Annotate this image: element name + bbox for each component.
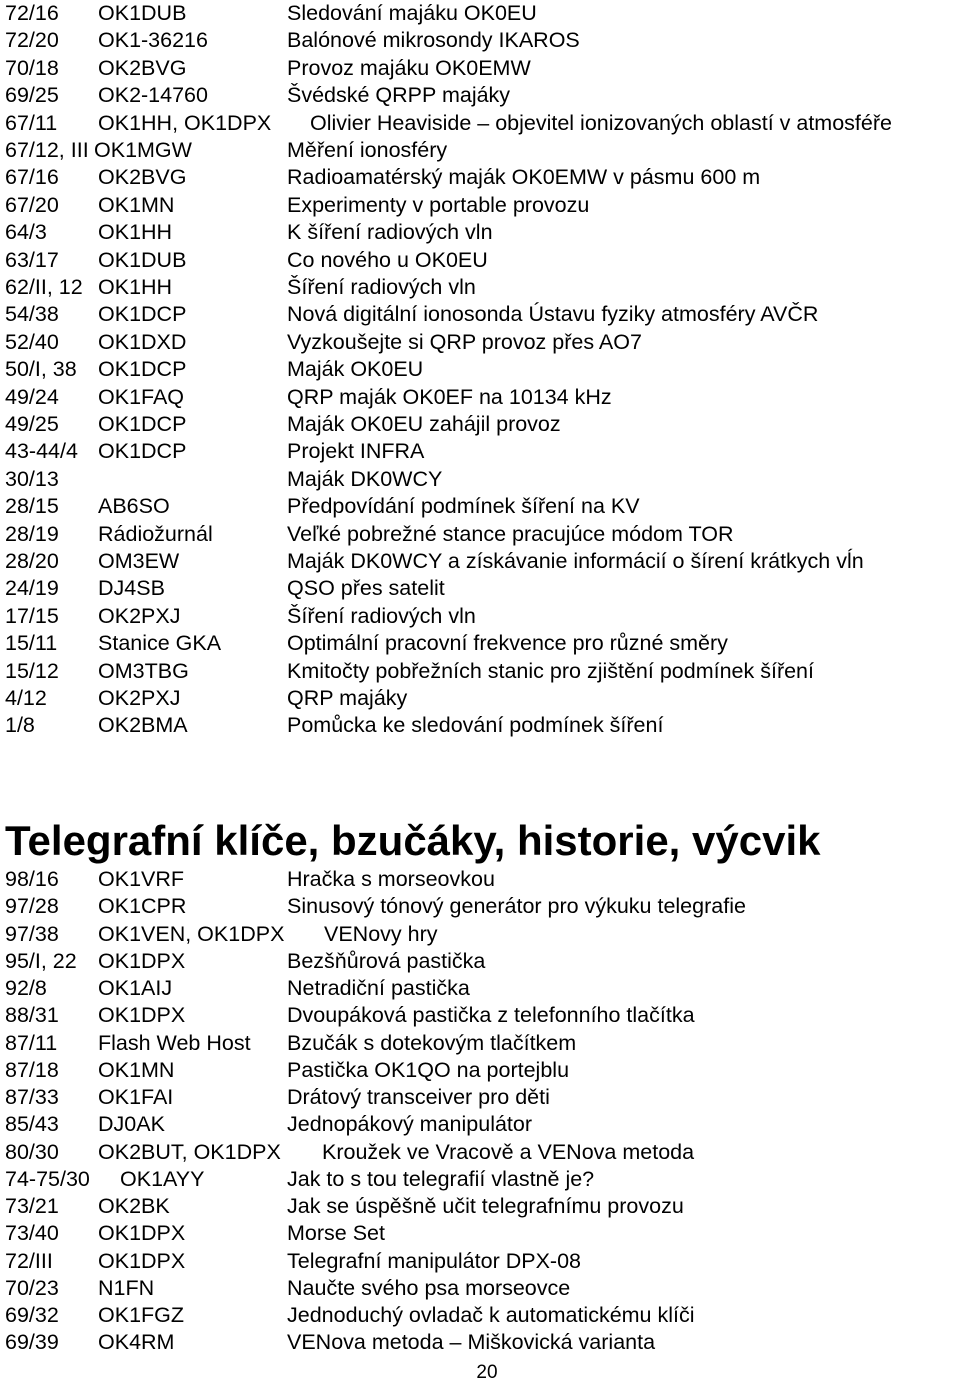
- list-row: [0, 164, 960, 191]
- author-callsign: OK2BVG: [98, 165, 187, 190]
- author-callsign: OK1MGW: [94, 138, 192, 162]
- article-title: Jak se úspěšně učit telegrafnímu provozu: [287, 1194, 684, 1218]
- issue-page-ref: 63/17: [5, 247, 59, 272]
- page-number: 20: [476, 1362, 498, 1383]
- author-callsign: OK1FAQ: [98, 384, 185, 409]
- issue-page-ref: 15/11: [5, 631, 58, 656]
- article-title: Optimální pracovní frekvence pro různé směry: [287, 631, 728, 656]
- article-title: Maják DK0WCY: [287, 466, 443, 491]
- author-callsign: OK1DUB: [98, 247, 187, 272]
- author-callsign: OK1MN: [98, 192, 175, 217]
- author-callsign: OK2BUT, OK1DPX: [98, 1139, 281, 1164]
- article-title: Maják DK0WCY a získávanie informácií o šírení krátkych vĺn: [287, 549, 864, 573]
- author-callsign: OK1DPX: [98, 1003, 186, 1028]
- list-row: [0, 1030, 960, 1057]
- list-row: [0, 1166, 960, 1193]
- article-title: Jednoduchý ovladač k automatickému klíči: [287, 1303, 695, 1327]
- issue-page-ref: 92/8: [5, 976, 47, 1000]
- list-row: [0, 192, 960, 219]
- issue-page-ref: 97/28: [5, 894, 59, 919]
- list-row: [0, 1248, 960, 1275]
- issue-page-ref: 28/19: [5, 521, 59, 546]
- article-title: Šíření radiových vln: [287, 275, 476, 299]
- article-title: Experimenty v portable provozu: [287, 192, 590, 217]
- list-row: [0, 921, 960, 948]
- author-callsign: OK1HH: [98, 220, 173, 245]
- list-row: [0, 893, 960, 920]
- article-title: Projekt INFRA: [287, 439, 425, 464]
- article-title: Maják OK0EU: [287, 357, 424, 382]
- article-title: Švédské QRPP majáky: [287, 83, 511, 108]
- article-title: Maják OK0EU zahájil provoz: [287, 412, 561, 436]
- issue-page-ref: 62/II, 12: [5, 275, 83, 299]
- list-row: [0, 466, 960, 493]
- article-title: Jak to s tou telegrafií vlastně je?: [287, 1166, 595, 1191]
- issue-page-ref: 49/25: [5, 412, 59, 436]
- issue-page-ref: 69/32: [5, 1303, 59, 1327]
- list-row: [0, 493, 960, 520]
- list-row: [0, 110, 960, 137]
- author-callsign: OK2BK: [98, 1194, 170, 1218]
- author-callsign: OK1-36216: [98, 28, 208, 53]
- issue-page-ref: 28/20: [5, 549, 59, 573]
- article-title: Provoz majáku OK0EMW: [287, 55, 531, 80]
- author-callsign: OK1HH: [98, 275, 173, 299]
- author-callsign: Flash Web Host: [98, 1030, 251, 1055]
- author-callsign: OK1VEN, OK1DPX: [98, 921, 285, 946]
- list-row: [0, 658, 960, 685]
- author-callsign: N1FN: [98, 1275, 155, 1300]
- author-callsign: OK4RM: [98, 1330, 175, 1355]
- list-row: [0, 521, 960, 548]
- author-callsign: OM3EW: [98, 549, 180, 573]
- article-title: Sledování majáku OK0EU: [287, 1, 537, 25]
- issue-page-ref: 70/23: [5, 1275, 59, 1300]
- issue-page-ref: 4/12: [5, 686, 47, 710]
- issue-page-ref: 67/11: [5, 110, 58, 135]
- list-row: [0, 1057, 960, 1084]
- author-callsign: OK1DUB: [98, 1, 187, 25]
- list-row: [0, 1220, 960, 1247]
- article-title: Jednopákový manipulátor: [287, 1112, 533, 1137]
- list-row: [0, 948, 960, 975]
- list-row: [0, 712, 960, 739]
- article-title: Veľké pobrežné stance pracujúce módom TOR: [287, 521, 734, 546]
- list-row: [0, 1329, 960, 1356]
- list-row: [0, 630, 960, 657]
- issue-page-ref: 95/I, 22: [5, 948, 77, 973]
- author-callsign: Rádiožurnál: [98, 521, 213, 546]
- list-row: [0, 329, 960, 356]
- issue-page-ref: 69/25: [5, 83, 59, 108]
- issue-page-ref: 52/40: [5, 329, 59, 354]
- issue-page-ref: 43-44/4: [5, 439, 78, 464]
- article-title: Měření ionosféry: [287, 138, 448, 162]
- list-row: [0, 137, 960, 164]
- author-callsign: OK1FAI: [98, 1085, 174, 1109]
- article-title: Radioamatérský maják OK0EMW v pásmu 600 m: [287, 165, 761, 190]
- author-callsign: OK1CPR: [98, 894, 187, 919]
- list-row: [0, 301, 960, 328]
- author-callsign: OK1MN: [98, 1057, 175, 1082]
- article-title: Šíření radiových vln: [287, 603, 476, 628]
- article-title: QRP majáky: [287, 686, 408, 710]
- list-row: [0, 219, 960, 246]
- author-callsign: OK1DPX: [98, 948, 186, 973]
- issue-page-ref: 85/43: [5, 1112, 59, 1137]
- author-callsign: OK2PXJ: [98, 686, 181, 710]
- issue-page-ref: 28/15: [5, 494, 59, 519]
- author-callsign: OK1DCP: [98, 439, 187, 464]
- issue-page-ref: 30/13: [5, 466, 59, 491]
- article-title: Telegrafní manipulátor DPX-08: [287, 1248, 581, 1273]
- article-title: VENova metoda – Miškovická varianta: [287, 1330, 656, 1355]
- list-row: [0, 975, 960, 1002]
- issue-page-ref: 49/24: [5, 384, 59, 409]
- author-callsign: OK2-14760: [98, 83, 208, 108]
- article-title: Balónové mikrosondy IKAROS: [287, 28, 580, 53]
- issue-page-ref: 87/18: [5, 1057, 59, 1082]
- article-title: Co nového u OK0EU: [287, 247, 488, 272]
- article-title: Netradiční pastička: [287, 976, 470, 1000]
- issue-page-ref: 72/16: [5, 1, 59, 25]
- issue-page-ref: 80/30: [5, 1139, 59, 1164]
- article-title: Bzučák s dotekovým tlačítkem: [287, 1030, 577, 1055]
- article-title: VENovy hry: [324, 921, 438, 946]
- list-row: [0, 1302, 960, 1329]
- issue-page-ref: 98/16: [5, 867, 59, 891]
- issue-page-ref: 67/20: [5, 192, 59, 217]
- article-title: Kmitočty pobřežních stanic pro zjištění podmínek šíření: [287, 658, 814, 683]
- issue-page-ref: 72/III: [5, 1248, 53, 1273]
- author-callsign: OK1DCP: [98, 357, 187, 382]
- issue-page-ref: 24/19: [5, 576, 59, 601]
- list-row: [0, 55, 960, 82]
- author-callsign: OK1DPX: [98, 1221, 186, 1246]
- article-title: QRP maják OK0EF na 10134 kHz: [287, 384, 612, 409]
- list-row: [0, 247, 960, 274]
- list-row: [0, 1111, 960, 1138]
- author-callsign: OK1FGZ: [98, 1303, 185, 1327]
- article-title: Naučte svého psa morseovce: [287, 1275, 571, 1300]
- article-title: Kroužek ve Vracově a VENova metoda: [322, 1139, 695, 1164]
- issue-page-ref: 17/15: [5, 603, 59, 628]
- list-row: [0, 0, 960, 27]
- issue-page-ref: 87/11: [5, 1030, 58, 1055]
- article-title: Předpovídání podmínek šíření na KV: [287, 494, 640, 519]
- author-callsign: AB6SO: [98, 494, 170, 519]
- issue-page-ref: 50/I, 38: [5, 357, 77, 382]
- author-callsign: OK2PXJ: [98, 603, 181, 628]
- list-row: [0, 1139, 960, 1166]
- list-row: [0, 1002, 960, 1029]
- article-title: Nová digitální ionosonda Ústavu fyziky atmosféry AVČR: [287, 302, 819, 327]
- issue-page-ref: 67/12, III: [5, 138, 89, 162]
- author-callsign: OK1AIJ: [98, 976, 173, 1000]
- article-title: K šíření radiových vln: [287, 220, 493, 245]
- author-callsign: OK1DCP: [98, 412, 187, 436]
- article-title: Pomůcka ke sledování podmínek šíření: [287, 713, 664, 738]
- list-row: [0, 548, 960, 575]
- list-row: [0, 356, 960, 383]
- list-row: [0, 603, 960, 630]
- article-title: Dvoupáková pastička z telefonního tlačítka: [287, 1003, 695, 1028]
- issue-page-ref: 69/39: [5, 1330, 59, 1355]
- author-callsign: OK1DPX: [98, 1248, 186, 1273]
- author-callsign: OK1VRF: [98, 867, 185, 891]
- list-row: [0, 438, 960, 465]
- issue-page-ref: 15/12: [5, 658, 59, 683]
- article-title: Olivier Heaviside – objevitel ionizovaných oblastí v atmosféře: [310, 110, 892, 135]
- list-row: [0, 274, 960, 301]
- article-title: Vyzkoušejte si QRP provoz přes AO7: [287, 329, 642, 354]
- author-callsign: OK1HH, OK1DPX: [98, 110, 272, 135]
- issue-page-ref: 67/16: [5, 165, 59, 190]
- article-title: Sinusový tónový generátor pro výkuku telegrafie: [287, 894, 746, 919]
- author-callsign: Stanice GKA: [98, 631, 222, 656]
- list-row: [0, 1193, 960, 1220]
- author-callsign: OK2BVG: [98, 55, 187, 80]
- issue-page-ref: 74-75/30: [5, 1166, 90, 1191]
- author-callsign: DJ0AK: [98, 1112, 165, 1137]
- issue-page-ref: 97/38: [5, 921, 59, 946]
- issue-page-ref: 54/38: [5, 302, 59, 327]
- author-callsign: OM3TBG: [98, 658, 189, 683]
- article-title: Morse Set: [287, 1221, 385, 1246]
- article-title: Hračka s morseovkou: [287, 867, 495, 891]
- author-callsign: OK2BMA: [98, 713, 188, 738]
- author-callsign: DJ4SB: [98, 576, 165, 601]
- issue-page-ref: 87/33: [5, 1085, 59, 1109]
- list-row: [0, 384, 960, 411]
- article-title: Drátový transceiver pro děti: [287, 1085, 550, 1109]
- list-row: [0, 685, 960, 712]
- issue-page-ref: 70/18: [5, 55, 59, 80]
- list-row: [0, 1084, 960, 1111]
- article-title: Pastička OK1QO na portejblu: [287, 1057, 570, 1082]
- issue-page-ref: 1/8: [5, 713, 35, 738]
- list-row: [0, 411, 960, 438]
- article-title: QSO přes satelit: [287, 576, 445, 601]
- issue-page-ref: 73/40: [5, 1221, 59, 1246]
- list-row: [0, 866, 960, 893]
- author-callsign: OK1DCP: [98, 302, 187, 327]
- list-row: [0, 27, 960, 54]
- issue-page-ref: 72/20: [5, 28, 59, 53]
- list-row: [0, 575, 960, 602]
- issue-page-ref: 64/3: [5, 220, 47, 245]
- author-callsign: OK1DXD: [98, 329, 187, 354]
- section-heading: Telegrafní klíče, bzučáky, historie, výcvik: [5, 817, 821, 864]
- list-row: [0, 82, 960, 109]
- list-row: [0, 1275, 960, 1302]
- issue-page-ref: 88/31: [5, 1003, 59, 1028]
- author-callsign: OK1AYY: [120, 1166, 205, 1191]
- issue-page-ref: 73/21: [5, 1194, 59, 1218]
- article-title: Bezšňůrová pastička: [287, 948, 486, 973]
